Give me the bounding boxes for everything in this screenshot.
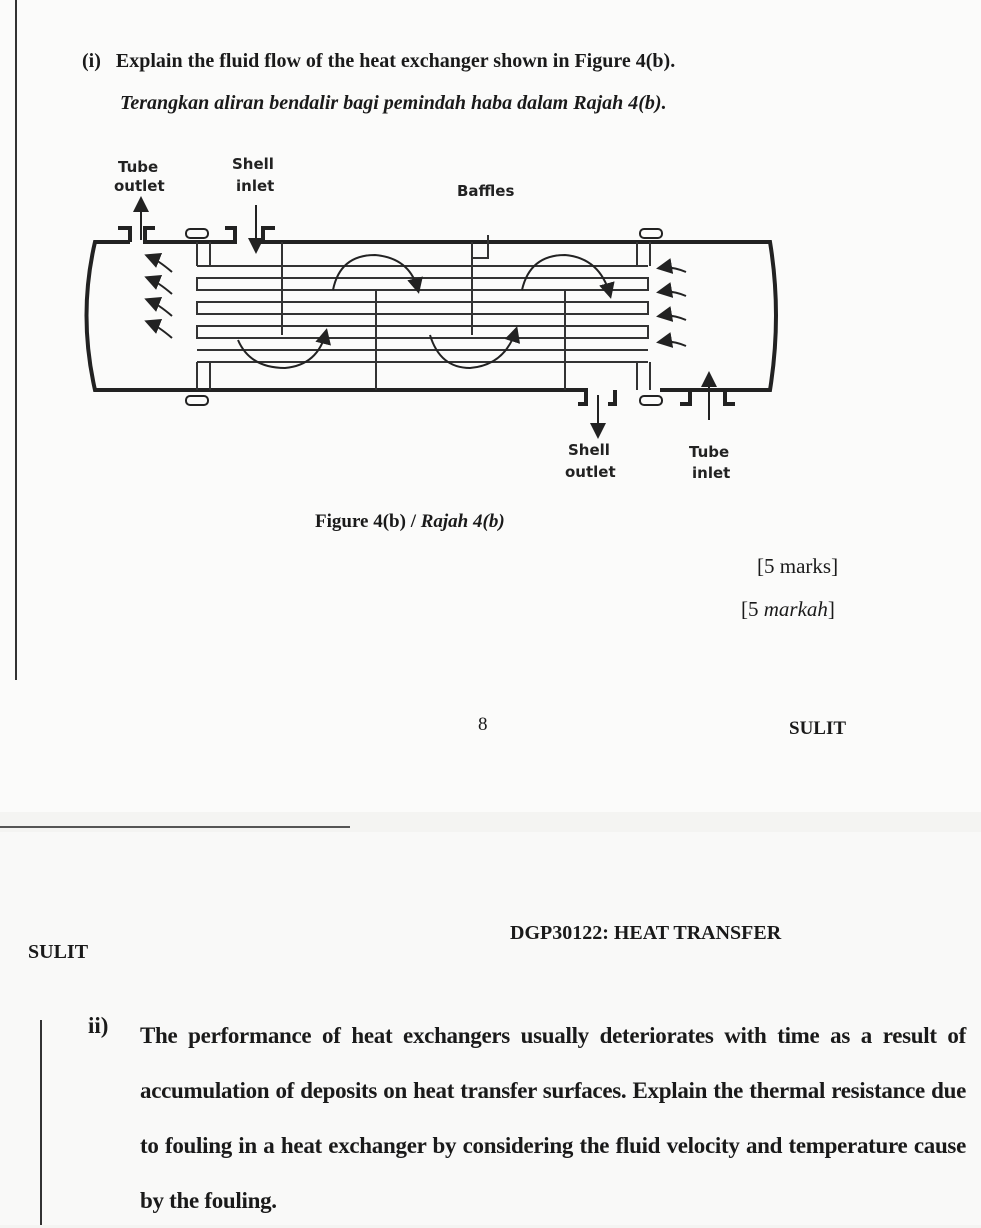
diagram-labels	[114, 155, 730, 482]
question-text-ms: Terangkan aliran bendalir bagi pemindah haba dalam	[120, 92, 574, 114]
flange-bolts	[186, 229, 662, 405]
label-baffles: Baffles	[457, 182, 515, 200]
page-separator	[0, 826, 350, 828]
question-ii-label: ii)	[88, 1013, 109, 1038]
label-shell-inlet-1: Shell	[232, 155, 274, 173]
baffles	[282, 235, 565, 390]
label-shell-outlet-1: Shell	[568, 441, 610, 459]
marks-ms-word: markah	[763, 597, 828, 621]
label-tube-inlet-2: inlet	[692, 464, 731, 482]
marks-en: [5 marks]	[757, 554, 839, 578]
question-label: (i)	[82, 50, 101, 72]
label-shell-outlet-2: outlet	[565, 463, 616, 481]
question-ii-text: The performance of heat exchangers usually deteriorates with time as a result of accumulation of deposits on heat transfer surfaces. Explain the thermal resistance due to fouling in a heat exchanger by considering the fluid velocity and temperature cause by the fouling.	[140, 1023, 966, 1213]
figure-ref-ms: Rajah 4(b).	[573, 92, 667, 114]
marks-ms-open: [5	[741, 597, 764, 621]
page-number: 8	[478, 714, 488, 735]
heat-exchanger-diagram	[0, 0, 981, 500]
label-tube-outlet-1: Tube	[118, 158, 159, 176]
figure-ref: Figure 4(b).	[574, 50, 676, 72]
margin-line-2	[40, 1020, 42, 1225]
question-text: Explain the fluid flow of the heat exchanger shown in	[115, 50, 575, 72]
marks-ms	[741, 597, 835, 622]
course-header: DGP30122: HEAT TRANSFER	[510, 922, 782, 944]
caption-en: Figure 4(b) /	[315, 511, 421, 532]
header-sulit: SULIT	[28, 941, 89, 963]
label-tube-inlet-1: Tube	[689, 443, 730, 461]
marks-ms-close: ]	[827, 597, 835, 621]
flow-arrows	[141, 200, 709, 435]
label-tube-outlet-2: outlet	[114, 177, 165, 195]
label-shell-inlet-2: inlet	[236, 177, 275, 195]
tube-bundle	[197, 242, 650, 390]
caption-ms: Rajah 4(b)	[420, 511, 505, 532]
footer-sulit: SULIT	[789, 718, 847, 739]
figure-caption	[315, 511, 505, 533]
